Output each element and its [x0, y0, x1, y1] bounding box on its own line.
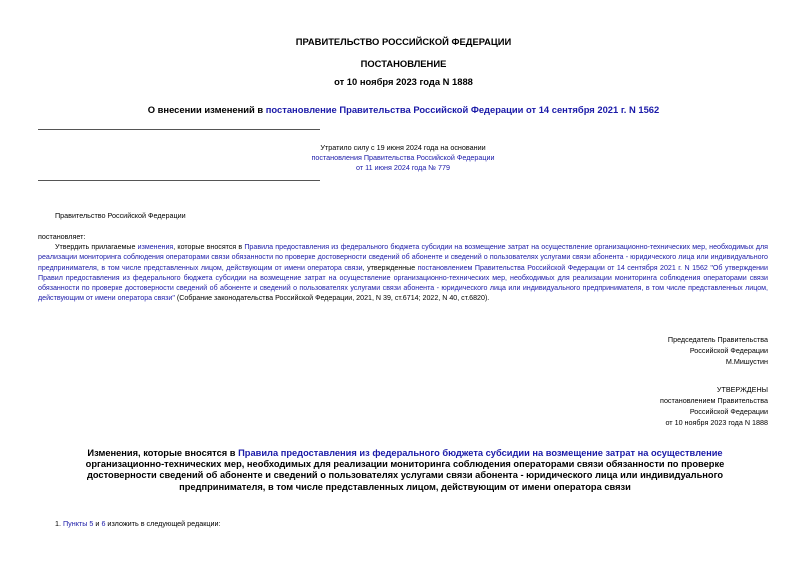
item-1-number: 1. [55, 519, 63, 528]
approved-line-3: Российской Федерации [689, 407, 768, 416]
rules-link[interactable]: Правила предоставления из федерального бюджета субсидии на возмещение затрат на осуществление организационно-технических мер, необходимых для реализации мониторинга соблюдения операторами связи обязанности по проверке достоверности сведений об абоненте и сведений о пользователях услугами связи абонента - юридического лица или индивидуального предпринимателя, в том числе представленных лицом, действующим от имени оператора связи [38, 243, 768, 272]
status-note [300, 143, 506, 173]
main-paragraph [38, 242, 768, 304]
status-link-line-2[interactable]: постановления Правительства Российской Федерации [311, 153, 495, 162]
item-1-link-clause-6[interactable]: 6 [101, 519, 106, 528]
changes-title-rest: организационно-технических мер, необходимых для реализации мониторинга соблюдения операторами связи обязанности по проверке достоверности сведений об абоненте и сведений о пользователях услугами связи абонента - юридического лица или индивидуального предпринимателя, в том числе представленных лицом, действующим от имени оператора связи [85, 459, 725, 492]
item-1-link-clause-5[interactable]: Пункты 5 [63, 519, 94, 528]
government-heading: ПРАВИТЕЛЬСТВО РОССИЙСКОЙ ФЕДЕРАЦИИ [295, 36, 512, 47]
decides-word: постановляет: [38, 232, 86, 241]
p1-text-b: , которые вносятся в [173, 243, 245, 251]
document-type: ПОСТАНОВЛЕНИЕ [360, 58, 447, 69]
changes-title [50, 448, 760, 493]
status-link-line-3[interactable]: от 11 июня 2024 года № 779 [355, 163, 451, 172]
approved-line-2: постановлением Правительства [660, 396, 768, 405]
signature-line-1: Председатель Правительства [667, 335, 768, 344]
p1-text-d: (Собрание законодательства Российской Федерации, 2021, N 39, ст.6714; 2022, N 40, ст.6820). [174, 294, 490, 303]
divider-bottom [38, 180, 320, 181]
approved-line-4: от 10 ноября 2023 года N 1888 [665, 418, 768, 427]
signature-line-2: Российской Федерации [689, 346, 768, 355]
item-1-and: и [93, 519, 102, 528]
p1-text-a: Утвердить прилагаемые [55, 243, 138, 251]
item-1 [55, 519, 221, 528]
divider-top [38, 129, 320, 130]
item-1-rest: изложить в следующей редакции: [105, 519, 221, 528]
document-date-number: от 10 ноября 2023 года N 1888 [334, 76, 473, 87]
approved-line-1: УТВЕРЖДЕНЫ [716, 385, 768, 394]
p1-text-c: , утвержденные [362, 263, 418, 272]
signature-block [668, 334, 768, 367]
government-name: Правительство Российской Федерации [55, 211, 186, 220]
subject-link[interactable]: постановление Правительства Российской Федерации от 14 сентября 2021 г. N 1562 [265, 104, 660, 115]
subject-prefix: О внесении изменений в [147, 104, 266, 115]
status-line-1: Утратило силу с 19 июня 2024 года на основании [320, 143, 486, 152]
changes-title-link[interactable]: Правила предоставления из федерального бюджета субсидии на возмещение затрат на осуществление [238, 448, 723, 458]
resolution-1562-link[interactable]: постановлением Правительства Российской Федерации от 14 сентября 2021 г. N 1562 "Об утверждении Правил предоставления из федерального бюджета субсидии на возмещение затрат на осуществление организационно-технических мер, необходимых для реализации мониторинга соблюдения операторами связи обязанности по проверке достоверности сведений об абоненте и сведений о пользователях услугами связи абонента - юридического лица или индивидуального предпринимателя, в том числе представленных лицом, действующим от имени оператора связи" [38, 263, 768, 303]
document-subject [0, 104, 807, 115]
approved-block [660, 384, 768, 428]
signature-line-3: М.Мишустин [725, 357, 768, 366]
changes-title-prefix: Изменения, которые вносятся в [87, 448, 239, 458]
changes-link[interactable]: изменения [137, 243, 174, 251]
